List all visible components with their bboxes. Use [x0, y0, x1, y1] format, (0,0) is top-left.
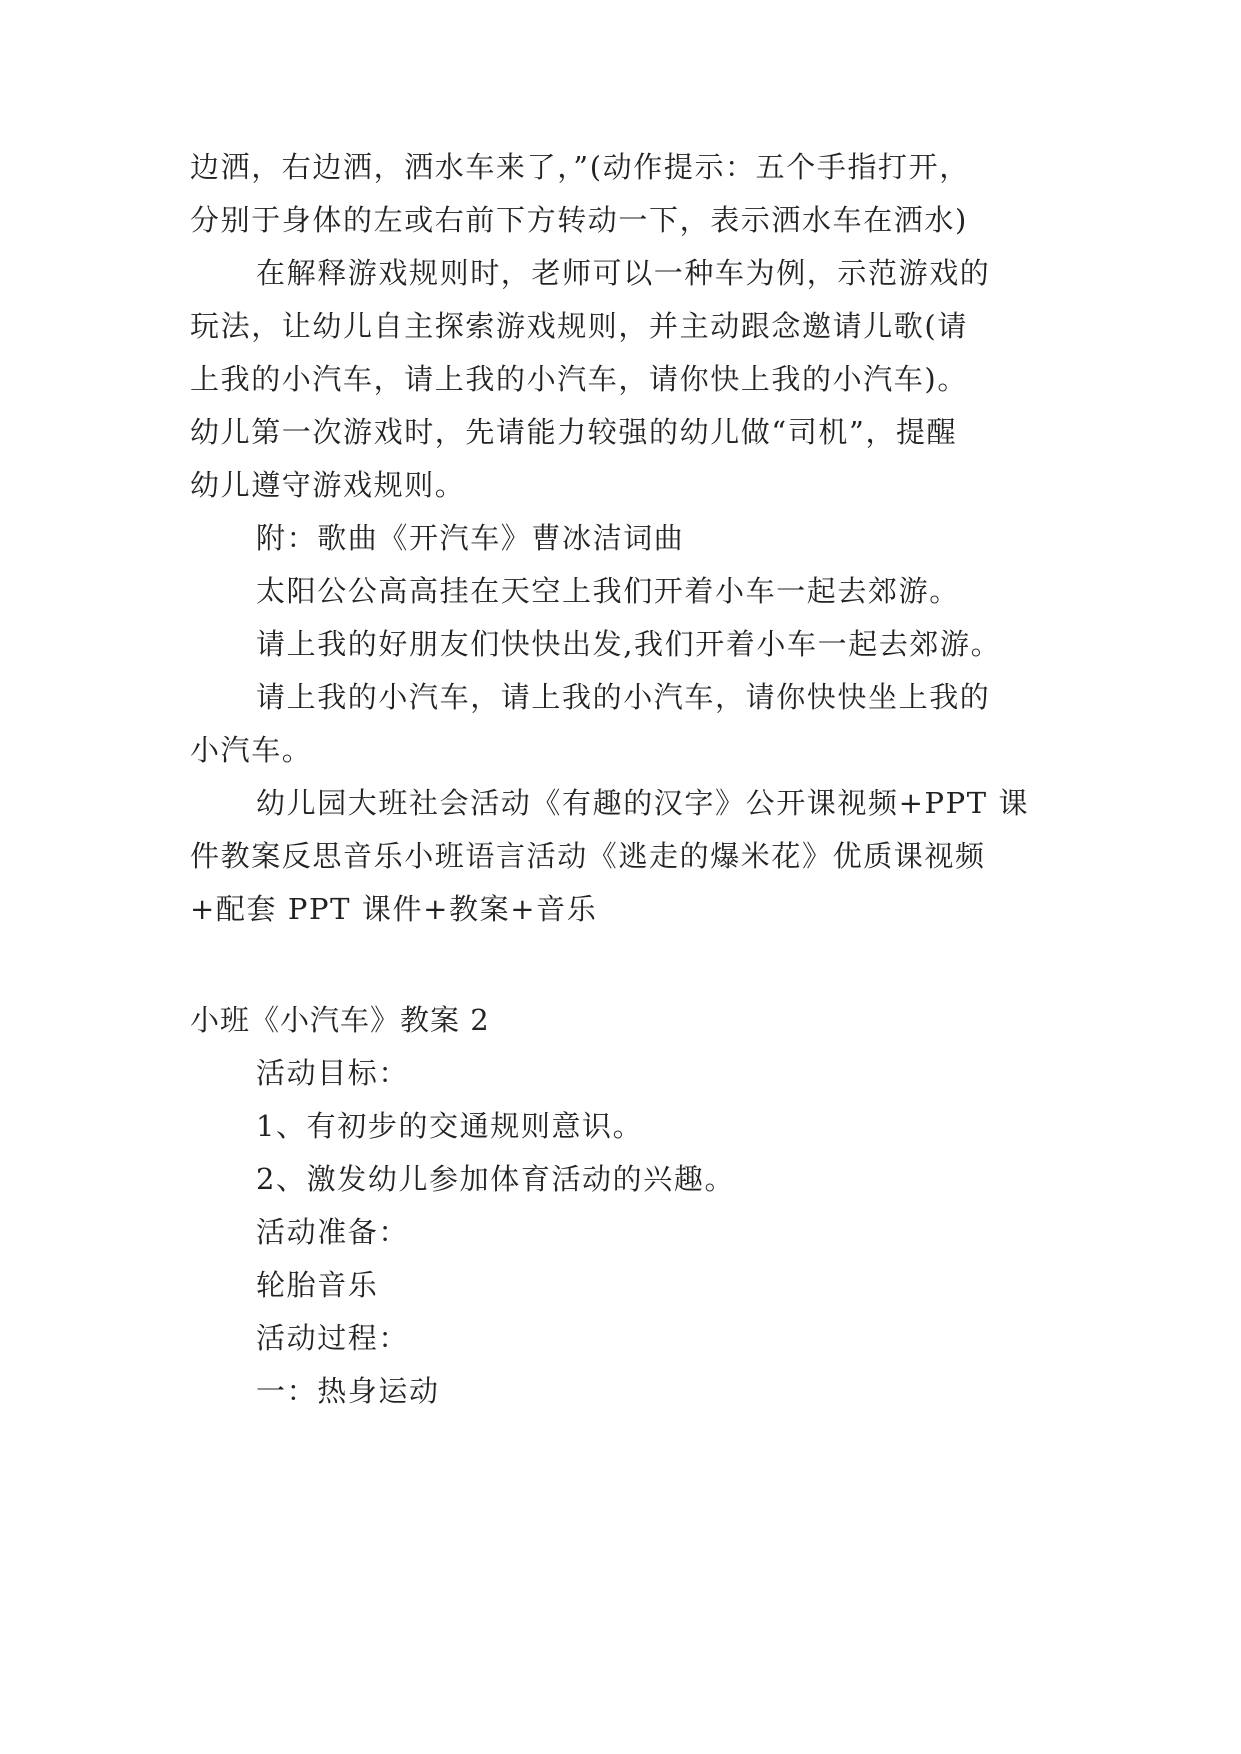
lyric-line: 小汽车。	[190, 733, 313, 767]
subheading-goals: 活动目标：	[256, 1056, 410, 1090]
list-item: 2、激发幼儿参加体育活动的兴趣。	[256, 1162, 736, 1196]
lyric-line: 请上我的好朋友们快快出发,我们开着小车一起去郊游。	[256, 627, 1002, 661]
paragraph-start: 幼儿园大班社会活动《有趣的汉字》公开课视频+PPT 课	[256, 786, 1030, 820]
list-item: 1、有初步的交通规则意识。	[256, 1109, 644, 1143]
text-line: 件教案反思音乐小班语言活动《逃走的爆米花》优质课视频	[190, 839, 986, 873]
text-line: 幼儿第一次游戏时，先请能力较强的幼儿做“司机”，提醒	[190, 415, 958, 449]
text-line: 轮胎音乐	[256, 1268, 379, 1302]
text-line: 分别于身体的左或右前下方转动一下，表示洒水车在洒水)	[190, 203, 968, 237]
song-title: 附：歌曲《开汽车》曹冰洁词曲	[256, 521, 685, 555]
text-line: +配套 PPT 课件+教案+音乐	[190, 892, 598, 926]
paragraph-start: 在解释游戏规则时，老师可以一种车为例，示范游戏的	[256, 256, 991, 290]
text-line: 上我的小汽车，请上我的小汽车，请你快上我的小汽车)。	[190, 362, 968, 396]
lyric-line: 太阳公公高高挂在天空上我们开着小车一起去郊游。	[256, 574, 960, 608]
text-line: 边洒，右边洒，洒水车来了，”(动作提示：五个手指打开，	[190, 150, 970, 184]
section-heading: 小班《小汽车》教案 2	[190, 1003, 490, 1037]
lyric-line: 请上我的小汽车，请上我的小汽车，请你快快坐上我的	[256, 680, 991, 714]
subheading-process: 活动过程：	[256, 1321, 410, 1355]
text-line: 玩法，让幼儿自主探索游戏规则，并主动跟念邀请儿歌(请	[190, 309, 968, 343]
subheading-preparation: 活动准备：	[256, 1215, 410, 1249]
text-line: 一：热身运动	[256, 1374, 440, 1408]
text-line: 幼儿遵守游戏规则。	[190, 468, 466, 502]
